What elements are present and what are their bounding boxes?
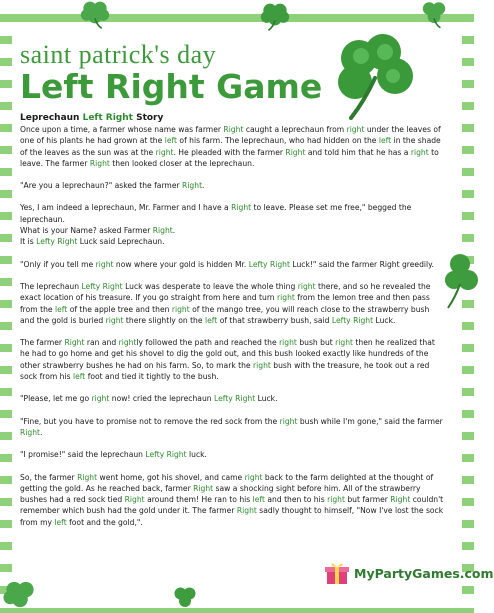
story-paragraph <box>20 259 444 270</box>
direction-word: right <box>155 147 174 157</box>
story-text: . <box>202 181 205 191</box>
direction-word: Lefty Right <box>331 315 374 325</box>
story-text: Luck!" said the farmer Right greedily. <box>289 259 434 269</box>
paragraph-gap <box>20 169 444 180</box>
gift-icon <box>324 560 350 586</box>
shamrock-icon <box>170 583 200 613</box>
shamrock-icon <box>0 578 40 613</box>
shamrock-icon <box>258 2 292 32</box>
direction-word: right <box>277 293 295 303</box>
direction-word: right <box>346 125 365 134</box>
story-text: "Only if you tell me <box>20 259 96 269</box>
direction-word: Right <box>20 427 40 437</box>
story-text: then he realized that he had to go home and get his shovel to dig the gold out, and this bush looked exactly like hundreds of the other strawberry bushes he had on his farm. So, to mark the <box>20 338 435 370</box>
footer-site-name: MyPartyGames.com <box>354 565 494 581</box>
story-text: luck. <box>186 450 207 460</box>
direction-word: right <box>244 472 263 482</box>
direction-word: Right <box>223 125 244 134</box>
story-text: saw a shocking sight before him. All of the strawberry bushes had a red sock tied <box>20 483 421 505</box>
story-text: Luck. <box>373 315 396 325</box>
direction-word: Right <box>193 483 214 493</box>
story-text: then looked closer at the leprechaun. <box>109 158 255 168</box>
story-text: of the mango tree, you will reach close to the strawberry bush and the gold is buried <box>20 304 430 325</box>
direction-word: Right <box>182 181 203 191</box>
story-text: now where your gold is hidden Mr. <box>113 259 249 269</box>
story-text: Luck. <box>255 394 278 404</box>
story-text: Luck was desperate to leave the whole thing <box>122 281 298 291</box>
paragraph-gap <box>20 270 444 281</box>
story-paragraph <box>20 281 444 326</box>
story-heading-prefix: Leprechaun <box>20 113 83 123</box>
direction-word: right <box>118 338 137 348</box>
direction-word: left <box>204 315 218 325</box>
story-heading <box>20 113 163 123</box>
story-text: of his farm. The leprechaun, who had hidden on the <box>177 136 379 146</box>
story-text: to leave. The farmer <box>20 147 439 168</box>
direction-word: left <box>164 136 178 146</box>
paragraph-gap <box>20 326 444 337</box>
direction-word: right <box>279 338 297 348</box>
direction-word: Lefty Right <box>36 237 78 247</box>
direction-word: right <box>410 147 429 157</box>
page-title: Left Right Game <box>20 67 323 106</box>
story-text: and told him that he has a <box>305 147 411 157</box>
story-heading-highlight: Left Right <box>82 113 133 123</box>
direction-word: right <box>327 495 345 505</box>
direction-word: Lefty Right <box>213 394 256 404</box>
direction-word: Right <box>390 495 411 505</box>
direction-word: right <box>253 360 271 370</box>
story-text: . <box>40 427 43 437</box>
story-text: caught a leprechaun from <box>243 125 347 134</box>
story-text: there slightly on the <box>123 315 205 325</box>
story-paragraph <box>20 449 444 460</box>
story-text: foot and tied it tightly to the bush. <box>85 372 219 382</box>
story-text: under the leaves of one of his plants he had grown at the <box>20 125 441 146</box>
direction-word: Right <box>77 472 98 482</box>
story-text: bush while I'm gone," said the farmer <box>297 416 443 426</box>
story-text: It is <box>20 237 37 247</box>
story-text: The farmer <box>20 338 65 348</box>
direction-word: Right <box>64 338 85 348</box>
direction-word: left <box>72 372 86 382</box>
story-text: bush but <box>296 338 336 348</box>
story-paragraph <box>20 236 444 247</box>
story-text: couldn't remember which bush had the gold under it. The farmer <box>20 495 444 516</box>
story-text: back to the farm delighted at the thought of getting the gold. As he reached back, farmer <box>20 472 434 493</box>
direction-word: Right <box>89 158 110 168</box>
title-subtitle: saint patrick's day <box>20 40 217 69</box>
paragraph-gap <box>20 382 444 393</box>
story-body <box>20 124 444 528</box>
direction-word: right <box>95 259 114 269</box>
story-text: ran and <box>84 338 119 348</box>
direction-word: left <box>378 136 392 146</box>
story-text: foot and the gold,". <box>66 517 143 527</box>
direction-word: Lefty Right <box>145 450 187 460</box>
footer-logo <box>324 560 494 586</box>
direction-word: Right <box>124 495 145 505</box>
direction-word: Right <box>236 506 257 516</box>
direction-word: left <box>54 517 67 527</box>
story-text: bush with the treasure, he took out a red sock from his <box>20 360 430 382</box>
story-heading-suffix: Story <box>132 113 164 123</box>
story-paragraph <box>20 225 444 236</box>
story-text: in the shade of the leaves as the sun was at the <box>20 136 441 157</box>
story-text: "Fine, but you have to promise not to remove the red sock from the <box>20 416 280 426</box>
story-text: to leave. Please set me free," begged the leprechaun. <box>20 203 412 224</box>
direction-word: right <box>171 304 190 314</box>
story-text: "Please, let me go <box>20 394 92 404</box>
direction-word: Right <box>231 203 252 213</box>
story-text: there, and so he revealed the exact location of his treasure. If you go straight from here and turn <box>20 281 431 303</box>
direction-word: Right <box>285 147 306 157</box>
direction-word: right <box>279 416 298 426</box>
story-paragraph <box>20 180 444 191</box>
story-text: . He pleaded with the farmer <box>173 147 286 157</box>
story-text: "Are you a leprechaun?" asked the farmer <box>20 181 183 191</box>
story-text: went home, got his shovel, and came <box>97 472 245 482</box>
story-paragraph <box>20 124 444 169</box>
story-text: Yes, I am indeed a leprechaun, Mr. Farmer and I have a <box>20 203 232 213</box>
story-text: Once upon a time, a farmer whose name was farmer <box>20 125 224 134</box>
direction-word: left <box>54 304 68 314</box>
story-text: from the lemon tree and then pass from the <box>20 293 430 314</box>
story-text: ly followed the path and reached the <box>136 338 280 348</box>
story-text: of the apple tree and then <box>67 304 172 314</box>
direction-word: left <box>252 495 265 505</box>
story-text: now! cried the leprechaun <box>109 394 214 404</box>
story-paragraph <box>20 416 444 439</box>
story-paragraph <box>20 202 444 225</box>
paragraph-gap <box>20 461 444 472</box>
shamrock-icon <box>418 0 450 30</box>
story-text: Luck said Leprechaun. <box>77 237 165 247</box>
story-text: What is your Name? asked Farmer <box>20 226 153 236</box>
direction-word: right <box>105 315 124 325</box>
direction-word: right <box>297 281 316 291</box>
story-text: The leprechaun <box>20 281 82 291</box>
story-paragraph <box>20 337 444 382</box>
shamrock-icon <box>78 0 112 30</box>
story-text: but farmer <box>344 495 391 505</box>
direction-word: Lefty Right <box>248 259 290 269</box>
direction-word: Lefty Right <box>81 281 123 291</box>
story-paragraph <box>20 393 444 404</box>
story-text: sadly thought to himself, "Now I've lost the sock from my <box>20 506 444 527</box>
story-paragraph <box>20 472 444 528</box>
direction-word: right <box>335 338 354 348</box>
story-text: . <box>172 226 176 236</box>
story-text: So, the farmer <box>20 472 78 482</box>
story-text: "I promise!" said the leprechaun <box>20 450 146 460</box>
paragraph-gap <box>20 248 444 259</box>
direction-word: Right <box>152 226 173 236</box>
paragraph-gap <box>20 438 444 449</box>
direction-word: right <box>91 394 110 404</box>
paragraph-gap <box>20 191 444 202</box>
story-text: around them! He ran to his <box>144 495 253 505</box>
story-text: and then to his <box>264 495 328 505</box>
paragraph-gap <box>20 405 444 416</box>
story-text: of that strawberry bush, said <box>217 315 332 325</box>
